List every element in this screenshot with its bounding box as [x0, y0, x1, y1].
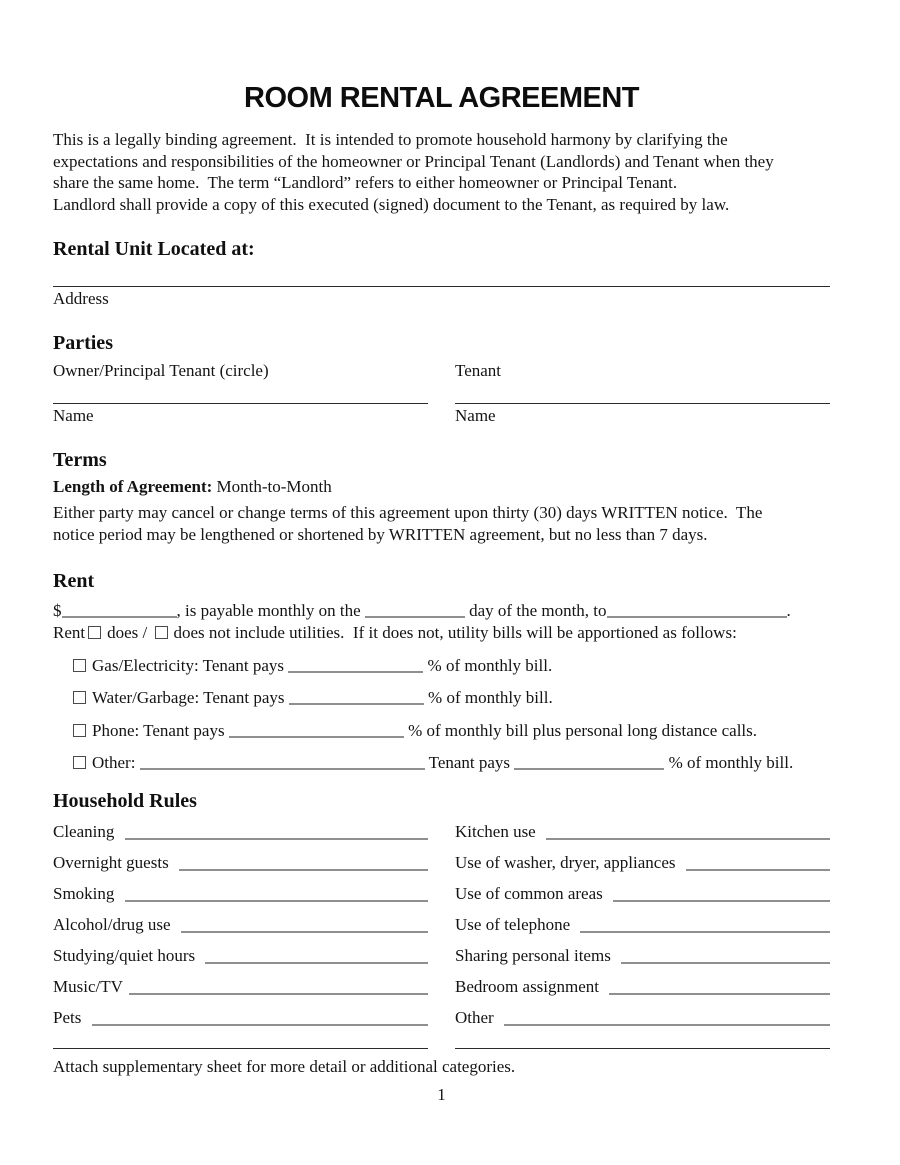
smoking-blank-field[interactable]: [125, 900, 428, 902]
utility-item-row: [73, 752, 830, 774]
phone-label: Phone: Tenant pays: [92, 720, 229, 740]
rule-row-music-tv: [53, 976, 428, 998]
kitchen-use-blank-field[interactable]: [546, 838, 830, 840]
rule-label: Other: [455, 1008, 498, 1027]
rule-row-alcohol-drug-use: [53, 914, 428, 936]
tenant-label: Tenant: [455, 361, 502, 380]
utility-item-row: [73, 655, 830, 677]
terms-paragraph: [53, 502, 830, 545]
rule-row-smoking: [53, 883, 428, 905]
phone-percent-blank-field[interactable]: [229, 723, 404, 738]
pets-blank-field[interactable]: [92, 1024, 428, 1026]
does-label: does /: [107, 623, 152, 642]
washer-dryer-appliances-blank-field[interactable]: [686, 869, 830, 871]
bedroom-assignment-blank-field[interactable]: [609, 993, 830, 995]
rule-label: Studying/quiet hours: [53, 946, 200, 965]
rule-row-other: [455, 1007, 830, 1029]
water-garbage-checkbox[interactable]: [73, 691, 86, 704]
section-heading-rental-unit: Rental Unit Located at:: [53, 238, 255, 260]
rule-row-studying-quiet-hours: [53, 945, 428, 967]
rule-label: Smoking: [53, 884, 119, 903]
rule-label: Sharing personal items: [455, 946, 616, 965]
rent-day-blank-field[interactable]: [365, 603, 465, 618]
rent-payable-text: .: [786, 601, 791, 620]
other-utility-mid: Tenant pays: [424, 753, 515, 772]
tenant-name-blank-field[interactable]: [455, 403, 830, 404]
length-of-agreement-line: [53, 475, 830, 499]
rent-payable-text: day of the month, to: [464, 601, 607, 620]
rule-row-overnight-guests: [53, 852, 428, 874]
rule-row-extra-right: [455, 1038, 830, 1052]
sharing-personal-items-blank-field[interactable]: [621, 962, 830, 964]
rent-does-not-checkbox[interactable]: [155, 626, 168, 639]
other-utility-checkbox[interactable]: [73, 756, 86, 769]
terms-line: Either party may cancel or change terms of this agreement upon thirty (30) days WRITTEN notice. The: [53, 503, 763, 522]
extra-right-blank-field[interactable]: [455, 1048, 830, 1049]
rule-label: Use of telephone: [455, 915, 575, 934]
other-rule-blank-field[interactable]: [504, 1024, 830, 1026]
rule-row-extra-left: [53, 1038, 428, 1052]
dollar-sign: $: [53, 601, 62, 620]
utility-item-row: [73, 687, 830, 709]
household-rules-columns: [53, 821, 830, 1052]
page-number: 1: [437, 1085, 446, 1104]
section-heading-terms: Terms: [53, 449, 107, 471]
tenant-name-label: Name: [455, 406, 496, 425]
telephone-blank-field[interactable]: [580, 931, 830, 933]
rule-label: Cleaning: [53, 822, 119, 841]
rule-label: Overnight guests: [53, 853, 173, 872]
rent-payable-line: [53, 600, 830, 622]
rent-does-checkbox[interactable]: [88, 626, 101, 639]
household-rules-right-column: [455, 821, 830, 1052]
rule-row-cleaning: [53, 821, 428, 843]
rule-row-bedroom-assignment: [455, 976, 830, 998]
other-utility-label: Other:: [92, 753, 140, 772]
rule-label: Bedroom assignment: [455, 977, 604, 996]
section-heading-household-rules: Household Rules: [53, 790, 197, 812]
studying-quiet-hours-blank-field[interactable]: [205, 962, 428, 964]
owner-column: [53, 360, 428, 427]
extra-left-blank-field[interactable]: [53, 1048, 428, 1049]
overnight-guests-blank-field[interactable]: [179, 869, 428, 871]
other-utility-suffix: % of monthly bill.: [664, 753, 794, 772]
gas-electricity-percent-blank-field[interactable]: [288, 658, 423, 673]
owner-label: Owner/Principal Tenant (circle): [53, 361, 269, 380]
rent-payee-blank-field[interactable]: [607, 603, 787, 618]
document-title: ROOM RENTAL AGREEMENT: [244, 82, 639, 114]
common-areas-blank-field[interactable]: [613, 900, 830, 902]
owner-name-blank-field[interactable]: [53, 403, 428, 404]
intro-line: This is a legally binding agreement. It is intended to promote household harmony by clarifying the: [53, 130, 728, 149]
water-garbage-percent-blank-field[interactable]: [289, 690, 424, 705]
rule-label: Use of common areas: [455, 884, 608, 903]
intro-line: share the same home. The term “Landlord” refers to either homeowner or Principal Tenant.: [53, 173, 678, 192]
rule-row-kitchen-use: [455, 821, 830, 843]
rule-row-washer-dryer-appliances: [455, 852, 830, 874]
utilities-prefix: Rent: [53, 623, 86, 642]
water-garbage-label: Water/Garbage: Tenant pays: [92, 688, 289, 707]
gas-electricity-checkbox[interactable]: [73, 659, 86, 672]
length-of-agreement-value: Month-to-Month: [212, 477, 332, 496]
address-label: Address: [53, 289, 109, 308]
gas-electricity-label: Gas/Electricity: Tenant pays: [92, 655, 289, 675]
length-of-agreement-label: Length of Agreement:: [53, 477, 213, 496]
rent-amount-blank-field[interactable]: [62, 603, 177, 618]
other-utility-percent-blank-field[interactable]: [514, 755, 664, 770]
terms-line: notice period may be lengthened or shortened by WRITTEN agreement, but no less than 7 days.: [53, 524, 708, 544]
phone-suffix: % of monthly bill plus personal long distance calls.: [403, 720, 758, 740]
supplementary-note: Attach supplementary sheet for more detail or additional categories.: [53, 1057, 516, 1076]
rule-label: Alcohol/drug use: [53, 915, 175, 934]
rule-label: Music/TV: [53, 977, 123, 996]
gas-electricity-suffix: % of monthly bill.: [423, 655, 553, 675]
rule-label: Pets: [53, 1008, 86, 1027]
other-utility-blank-field[interactable]: [140, 755, 425, 770]
rule-row-telephone: [455, 914, 830, 936]
rule-row-common-areas: [455, 883, 830, 905]
section-heading-rent: Rent: [53, 570, 95, 592]
utilities-line: [53, 622, 830, 644]
cleaning-blank-field[interactable]: [125, 838, 428, 840]
parties-columns: [53, 360, 830, 427]
household-rules-left-column: [53, 821, 428, 1052]
rent-payable-text: , is payable monthly on the: [176, 601, 365, 620]
phone-checkbox[interactable]: [73, 724, 86, 737]
utility-item-row: [73, 720, 830, 742]
intro-line: expectations and responsibilities of the homeowner or Principal Tenant (Landlords) and Tenant when they: [53, 151, 774, 171]
rule-row-sharing-personal-items: [455, 945, 830, 967]
rule-label: Use of washer, dryer, appliances: [455, 853, 680, 872]
rule-label: Kitchen use: [455, 822, 540, 841]
intro-line: Landlord shall provide a copy of this executed (signed) document to the Tenant, as required by law.: [53, 194, 730, 214]
water-garbage-suffix: % of monthly bill.: [423, 688, 553, 707]
intro-paragraph: [53, 129, 830, 215]
address-blank-field[interactable]: [53, 286, 830, 287]
does-not-label: does not include utilities. If it does not, utility bills will be apportioned as follows:: [173, 623, 737, 642]
section-heading-parties: Parties: [53, 332, 113, 354]
music-tv-blank-field[interactable]: [129, 993, 428, 995]
tenant-column: [455, 360, 830, 427]
rule-row-pets: [53, 1007, 428, 1029]
alcohol-drug-use-blank-field[interactable]: [181, 931, 428, 933]
owner-name-label: Name: [53, 406, 94, 425]
